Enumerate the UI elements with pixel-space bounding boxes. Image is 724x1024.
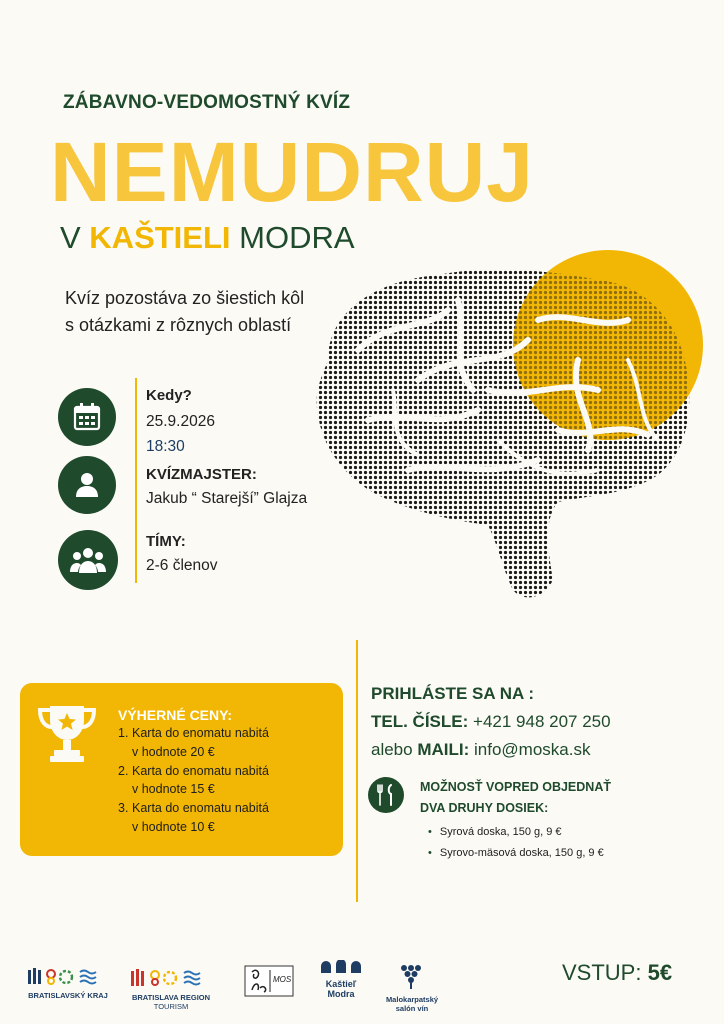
intro-line-2: s otázkami z rôznych oblastí [65, 315, 292, 335]
venue-prefix: V [60, 220, 90, 255]
contact-divider [356, 640, 358, 902]
grapes-icon [380, 962, 444, 990]
group-icon [58, 530, 118, 590]
event-title: NEMUDRUJ [50, 125, 535, 219]
email-address: info@moska.sk [474, 740, 591, 759]
trophy-icon [34, 700, 100, 766]
logo-kastiel-modra: Kaštieľ Modra [318, 960, 364, 999]
prize-item-3: 3. Karta do enomatu nabitá v hodnote 10 € [118, 801, 269, 834]
logo-bratislava-region-tourism: BRATISLAVA REGION TOURISM [128, 966, 214, 1011]
intro-text [65, 285, 304, 339]
teams-label: TÍMY: [146, 533, 186, 550]
board-item-1: • Syrová doska, 150 g, 9 € [428, 822, 604, 843]
logo-mos: MOS [244, 964, 294, 1003]
phone-number: +421 948 207 250 [473, 712, 611, 731]
host-label: KVÍZMAJSTER: [146, 466, 257, 483]
brain-illustration [298, 240, 718, 610]
prize-item-1: 1. Karta do enomatu nabitá v hodnote 20 € [118, 726, 269, 759]
register-heading: PRIHLÁSTE SA NA : [371, 684, 535, 703]
logo-bratislavsky-kraj: BRATISLAVSKÝ KRAJ [26, 966, 110, 1000]
prize-item-2: 2. Karta do enomatu nabitá v hodnote 15 € [118, 763, 269, 797]
event-time: 18:30 [146, 438, 185, 455]
entry-price-value: 5€ [647, 960, 673, 985]
boards-heading-line-2: DVA DRUHY DOSIEK: [420, 801, 549, 815]
kicker-text: ZÁBAVNO-VEDOMOSTNÝ KVÍZ [63, 92, 351, 113]
board-item-2: • Syrovo-mäsová doska, 150 g, 9 € [428, 843, 604, 864]
event-date: 25.9.2026 [146, 413, 215, 430]
calendar-icon [58, 388, 116, 446]
prizes-title: VÝHERNÉ CENY: [118, 707, 233, 723]
when-label: Kedy? [146, 387, 192, 404]
brt-logo-mark-icon [128, 966, 214, 988]
mail-line: alebo MAILI: info@moska.sk [371, 740, 591, 759]
host-name: Jakub “ Starejší” Glajza [146, 490, 308, 507]
boards-heading-line-1: MOŽNOSŤ VOPRED OBJEDNAŤ [420, 780, 611, 794]
kastiel-logo-mark-icon [318, 960, 364, 974]
phone-line: TEL. ČÍSLE: +421 948 207 250 [371, 712, 611, 731]
teams-value: 2-6 členov [146, 557, 218, 574]
boards-list [428, 822, 604, 864]
cutlery-icon [368, 777, 404, 813]
venue-suffix: MODRA [230, 220, 355, 255]
intro-line-1: Kvíz pozostáva zo šiestich kôl [65, 288, 305, 308]
details-divider [135, 378, 137, 583]
bk-logo-mark-icon [26, 966, 110, 986]
entry-price: VSTUP: 5€ [562, 960, 673, 985]
venue-highlight: KAŠTIELI [89, 220, 231, 255]
boards-heading [420, 777, 611, 819]
prize-list [118, 724, 318, 837]
logo-malokarpatsky-salon: Malokarpatský salón vín [380, 962, 444, 1013]
person-icon [58, 456, 116, 514]
